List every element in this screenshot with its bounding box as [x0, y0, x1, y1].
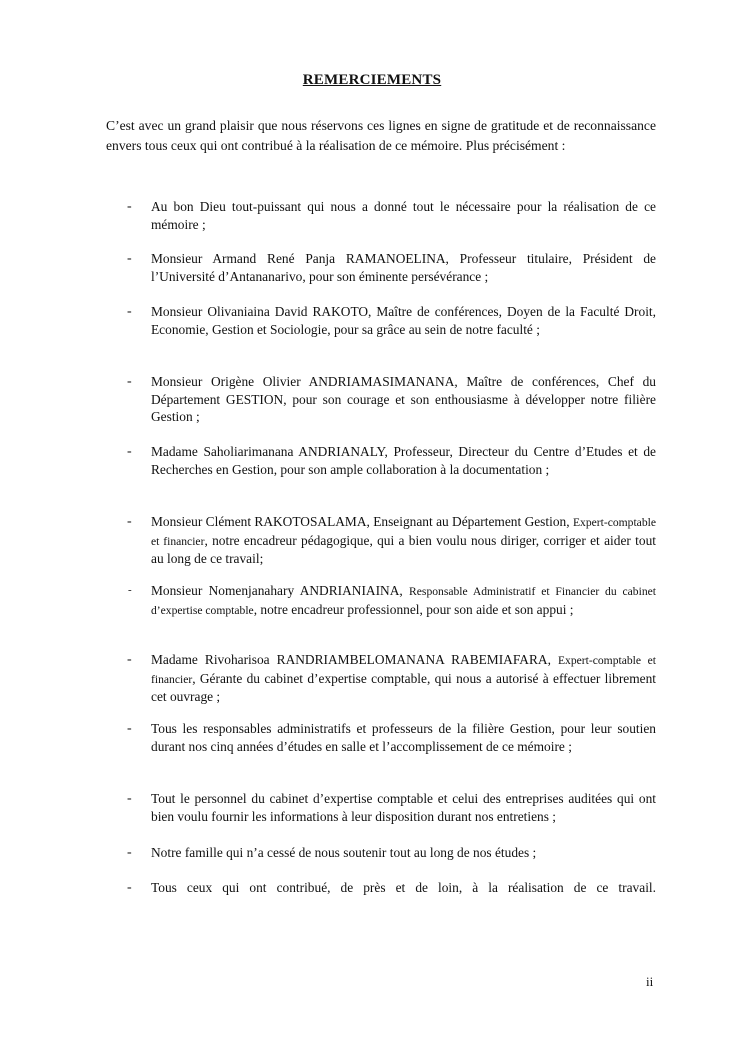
intro-paragraph: C’est avec un grand plaisir que nous réservons ces lignes en signe de gratitude et de reconnaissance envers tous ceux qui ont contribué à la réalisation de ce mémoire. Plus précisément : [106, 118, 656, 153]
list-item-text [151, 651, 656, 706]
bullet-dash: - [127, 845, 132, 860]
item-text-part: , notre encadreur professionnel, pour son aide et son appui ; [253, 601, 574, 617]
list-item-text [151, 513, 656, 568]
item-text-part-small: Responsable Administratif et Financier du cabinet d’expertise comptable [151, 585, 656, 617]
bullet-dash: - [127, 791, 132, 806]
list-item-text: Monsieur Armand René Panja RAMANOELINA, Professeur titulaire, Président de l’Université d’Antananarivo, pour son éminente persévérance ; [151, 251, 656, 284]
bullet-dash: - [127, 251, 132, 266]
item-text-part: , Gérante du cabinet d’expertise comptable, qui nous a autorisé à effectuer librement cet ouvrage ; [151, 670, 656, 704]
bullet-dash: - [127, 721, 132, 736]
bullet-dash: - [127, 304, 132, 319]
list-item-text: Tous les responsables administratifs et professeurs de la filière Gestion, pour leur soutien durant nos cinq années d’études en salle et l’accomplissement de ce mémoire ; [151, 721, 656, 754]
list-item-text: Madame Saholiarimanana ANDRIANALY, Professeur, Directeur du Centre d’Etudes et de Recherches en Gestion, pour son ample collaboration à la documentation ; [151, 444, 656, 477]
item-text-part: Monsieur Nomenjanahary ANDRIANIAINA, [151, 583, 410, 598]
item-text-part-small: Expert-comptable et financier [151, 654, 656, 686]
list-item-text: Notre famille qui n’a cessé de nous soutenir tout au long de nos études ; [151, 845, 537, 860]
bullet-dash: - [127, 880, 132, 895]
bullet-dash: - [127, 374, 132, 389]
page-number: ii [646, 974, 654, 989]
bullet-dash: - [127, 514, 132, 529]
item-text-part: , notre encadreur pédagogique, qui a bien voulu nous diriger, corriger et aider tout au long de ce travail; [151, 532, 656, 566]
list-item-text [151, 582, 656, 619]
bullet-dash: - [128, 584, 132, 596]
bullet-dash: - [127, 652, 132, 667]
bullet-dash: - [127, 444, 132, 459]
bullet-dash: - [127, 199, 132, 214]
item-text-part: Monsieur Clément RAKOTOSALAMA, Enseignant au Département Gestion, [151, 514, 573, 529]
list-item-text: Tout le personnel du cabinet d’expertise comptable et celui des entreprises auditées qui ont bien voulu fournir les informations à leur disposition durant nos entretiens ; [151, 791, 656, 824]
list-item-text: Monsieur Olivaniaina David RAKOTO, Maître de conférences, Doyen de la Faculté Droit, Economie, Gestion et Sociologie, pour sa grâce au sein de notre faculté ; [151, 304, 656, 337]
list-item-text: Au bon Dieu tout-puissant qui nous a donné tout le nécessaire pour la réalisation de ce mémoire ; [151, 199, 656, 232]
item-text-part-small: Expert-comptable et financier [151, 516, 656, 548]
list-item-text: Monsieur Origène Olivier ANDRIAMASIMANANA, Maître de conférences, Chef du Département GESTION, pour son courage et son enthousiasme à développer notre filière Gestion ; [151, 374, 656, 424]
item-text-part: Madame Rivoharisoa RANDRIAMBELOMANANA RABEMIAFARA, [151, 652, 558, 667]
list-item-text: Tous ceux qui ont contribué, de près et de loin, à la réalisation de ce travail. [151, 880, 656, 895]
page-title: REMERCIEMENTS [302, 72, 442, 88]
